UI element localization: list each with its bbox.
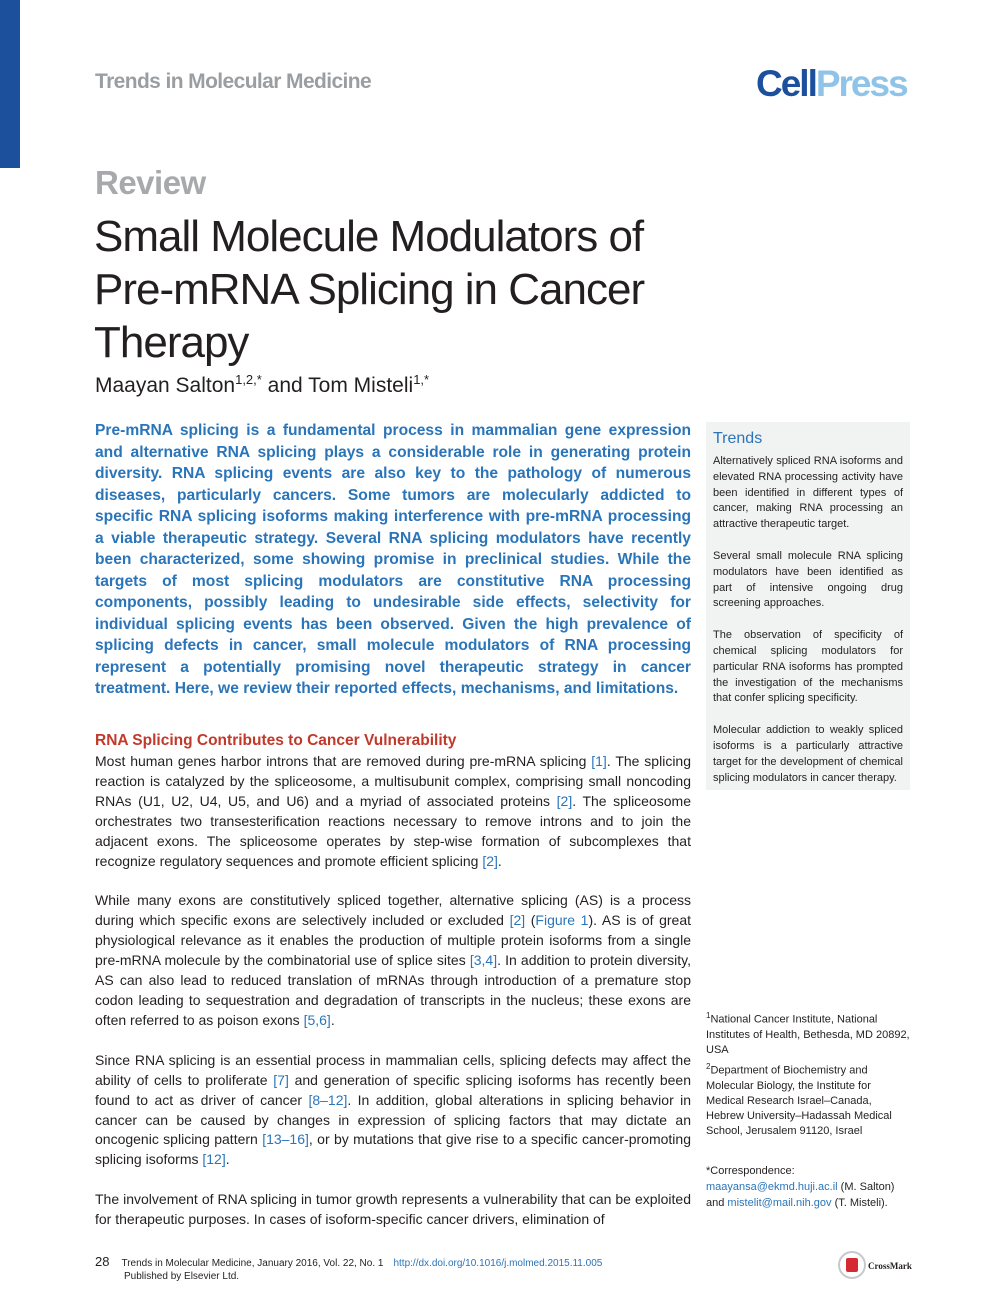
correspondence xyxy=(706,1164,910,1211)
article-title: Small Molecule Modulators of Pre-mRNA Splicing in Cancer Therapy xyxy=(94,212,645,367)
citation-link[interactable]: [3,4] xyxy=(469,952,498,969)
citation-link[interactable]: [13–16] xyxy=(262,1131,309,1148)
article-type: Review xyxy=(95,164,206,201)
citation-link[interactable]: [2] xyxy=(482,852,498,869)
affiliation: $^1$National Cancer Institute, National Institutes of Health, Bethesda, MD 20892, USA xyxy=(706,1011,910,1057)
correspondence-line: maayansa@ekmd.huji.ac.il (M. Salton) xyxy=(706,1180,895,1193)
correspondence-line: and mistelit@mail.nih.gov (T. Misteli). xyxy=(706,1196,888,1209)
author-affiliation-marker: 1,2,* xyxy=(235,372,262,387)
crossmark-icon xyxy=(838,1251,866,1279)
author-name[interactable]: Tom Misteli xyxy=(308,374,414,397)
journal-name: Trends in Molecular Medicine xyxy=(95,70,372,93)
publisher-line: Published by Elsevier Ltd. xyxy=(124,1271,240,1282)
trends-item: Molecular addiction to weakly spliced isoforms is a particularly attractive target for the development of chemical splicing modulators in cancer therapy. xyxy=(713,724,903,784)
author-separator: and xyxy=(261,374,309,397)
body-paragraph: While many exons are constitutively spliced together, alternative splicing (AS) is a process during which specific exons are selectively included or excluded [2] (Figure 1). AS is of great physiological relevance as it enables the production of multiple protein isoforms from a single pre-mRNA molecule by the combinatorial use of splice sites [3,4]. In addition to protein diversity, AS can also lead to reduced translation of mRNAs through introduction of a premature stop codon leading to sequestration and degradation of transcripts in the nucleus; these exons are often referred to as poison exons [5,6]. xyxy=(95,892,692,1028)
citation-link[interactable]: [2] xyxy=(509,912,526,929)
journal-color-bar xyxy=(0,0,20,168)
body-paragraph: The involvement of RNA splicing in tumor growth represents a vulnerability that can be exploited for therapeutic purposes. In cases of isoform-specific cancer drivers, elimination of xyxy=(95,1191,691,1228)
abstract: Pre-mRNA splicing is a fundamental process in mammalian gene expression and alternative RNA splicing plays a considerable role in generating protein diversity. RNA splicing events are also key to the pathology of numerous diseases, particularly cancers. Some tumors are molecularly addicted to specific RNA splicing isoforms making interference with pre-mRNA processing a viable therapeutic strategy. Several RNA splicing modulators have recently been characterized, some showing promise in preclinical studies. While the targets of most splicing modulators are constitutive RNA processing components, possibly leading to undesirable side effects, selectivity for individual splicing events has been observed. Given the high prevalence of splicing defects in cancer, small molecule modulators of RNA processing represent a potentially promising novel therapeutic strategy in cancer treatment. Here, we review their reported effects, mechanisms, and limitations. xyxy=(95,422,691,697)
trends-item: The observation of specificity of chemical splicing modulators for particular RNA isoforms has prompted the investigation of the mechanisms that confer splicing specificity. xyxy=(713,629,903,705)
trends-item: Several small molecule RNA splicing modulators have been identified as part of intensive ongoing drug screening approaches. xyxy=(713,549,903,610)
citation-link[interactable]: [12] xyxy=(202,1151,226,1168)
body-paragraph: Since RNA splicing is an essential process in mammalian cells, splicing defects may affect the ability of cells to proliferate [7] and generation of specific splicing isoforms has recently been found to act as driver of cancer [8–12]. In addition, global alterations in splicing behavior in cancer can be caused by changes in expression of splicing factors that may dictate an oncogenic splicing pattern [13–16], or by mutations that give rise to a specific cancer-promoting splicing isoforms [12]. xyxy=(95,1051,691,1168)
correspondence-label: *Correspondence: xyxy=(706,1165,795,1177)
trends-box xyxy=(706,422,910,790)
figure-link[interactable]: Figure 1 xyxy=(535,912,589,929)
email-link[interactable]: mistelit@mail.nih.gov xyxy=(727,1196,832,1209)
citation-link[interactable]: [2] xyxy=(556,792,573,809)
author-affiliation-marker: 1,* xyxy=(413,372,430,387)
section-heading: RNA Splicing Contributes to Cancer Vulnerability xyxy=(95,732,457,749)
trends-title: Trends xyxy=(713,430,763,447)
author-list xyxy=(95,372,429,398)
body-paragraph: Most human genes harbor introns that are removed during pre-mRNA splicing [1]. The splicing reaction is catalyzed by the spliceosome, a multisubunit complex, comprising small noncoding RNAs (U1, U2, U4, U5, and U6) and a myriad of associated proteins [2]. The spliceosome orchestrates two transesterification reactions necessary to remove introns and to join the adjacent exons. The spliceosome operates by step-wise formation of subcomplexes that recognize regulatory sequences and promote efficient splicing [2]. xyxy=(95,753,691,869)
affiliations xyxy=(706,1008,910,1140)
crossmark-badge[interactable] xyxy=(838,1251,928,1281)
trends-item: Alternatively spliced RNA isoforms and elevated RNA processing activity have been identified in different types of cancer, making RNA processing an attractive therapeutic target. xyxy=(713,455,903,531)
crossmark-label: CrossMark xyxy=(868,1261,912,1271)
citation-link[interactable]: [8–12] xyxy=(308,1091,348,1108)
logo-press-text: Press xyxy=(815,63,907,104)
cellpress-logo[interactable] xyxy=(756,62,907,106)
doi-link[interactable]: http://dx.doi.org/10.1016/j.molmed.2015.11.005 xyxy=(393,1258,603,1269)
citation-link[interactable]: [1] xyxy=(591,753,607,769)
page-number: 28 xyxy=(95,1254,110,1269)
body-text xyxy=(95,752,691,1250)
logo-cell-text: Cell xyxy=(756,63,816,104)
journal-citation: Trends in Molecular Medicine, January 2016, Vol. 22, No. 1 xyxy=(121,1258,384,1269)
page-footer xyxy=(95,1254,815,1269)
citation-link[interactable]: [5,6] xyxy=(303,1011,331,1028)
author-name[interactable]: Maayan Salton xyxy=(95,374,236,397)
citation-link[interactable]: [7] xyxy=(273,1071,289,1088)
affiliation: $^2$Department of Biochemistry and Molecular Biology, the Institute for Medical Research Israel–Canada, Hebrew University–Hadassah Medical School, Jerusalem 91120, Israel xyxy=(706,1061,892,1138)
email-link[interactable]: maayansa@ekmd.huji.ac.il xyxy=(706,1180,838,1193)
